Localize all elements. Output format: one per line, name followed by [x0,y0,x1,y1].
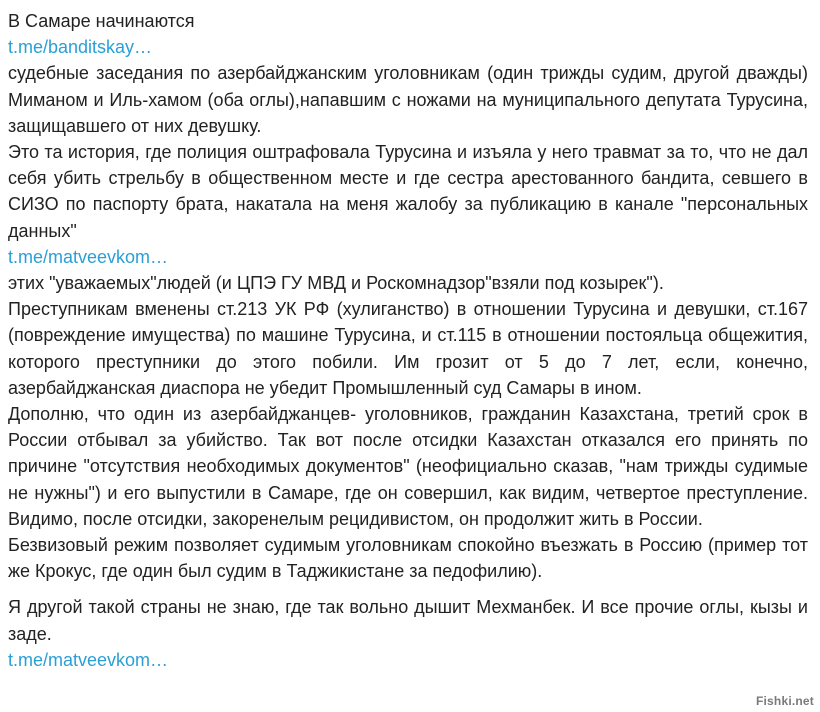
post-paragraph-6: Безвизовый режим позволяет судимым уголовникам спокойно въезжать в Россию (пример тот же Крокус, где один был судим в Таджикистане за педофилию). [8,535,808,582]
post-intro: В Самаре начинаются [8,11,195,31]
post-paragraph-2: Это та история, где полиция оштрафовала Турусина и изъяла у него травмат за то, что не дал себя убить стрельбу в общественном месте и где сестра арестованного бандита, севшего в СИЗО по паспорту брата, накатала на меня жалобу за публикацию в канале "персональных данных" [8,142,808,241]
fishki-watermark: Fishki.net [755,694,814,708]
post-paragraph-3: этих "уважаемых"людей (и ЦПЭ ГУ МВД и Роскомнадзор"взяли под козырек"). [8,273,664,294]
post-body [8,8,808,673]
post-paragraph-7: Я другой такой страны не знаю, где так вольно дышит Мехманбек. И все прочие оглы, кызы и заде. [8,597,808,644]
post-paragraph-5: Дополню, что один из азербайджанцев- уголовников, гражданин Казахстана, третий срок в России отбывал за убийство. Так вот после отсидки Казахстан отказался его принять по причине "отсутствия необходимых документов" (неофициально сказав, "нам трижды судимые не нужны") и его выпустили в Самаре, где он совершил, как видим, четвертое преступление. Видимо, после отсидки, закоренелым рецидивистом, он продолжит жить в России. [8,404,808,529]
post-paragraph-1: судебные заседания по азербайджанским уголовникам (один трижды судим, другой дважды) Миманом и Иль-хамом (оба оглы),напавшим с ножами на муниципального депутата Турусина, защищавшего от них девушку. [8,63,808,136]
telegram-link-banditskay[interactable]: t.me/banditskay… [8,37,153,58]
paragraph-spacer [8,584,808,594]
telegram-link-matveevkom-2[interactable]: t.me/matveevkom… [8,649,169,670]
post-paragraph-4: Преступникам вменены ст.213 УК РФ (хулиганство) в отношении Турусина и девушки, ст.167 (повреждение имущества) по машине Турусина, и ст.115 в отношении постояльца общежития, которого преступники до этого побили. Им грозит от 5 до 7 лет, если, конечно, азербайджанская диаспора не убедит Промышленный суд Самары в ином. [8,299,808,398]
telegram-link-matveevkom-1[interactable]: t.me/matveevkom… [8,246,169,267]
